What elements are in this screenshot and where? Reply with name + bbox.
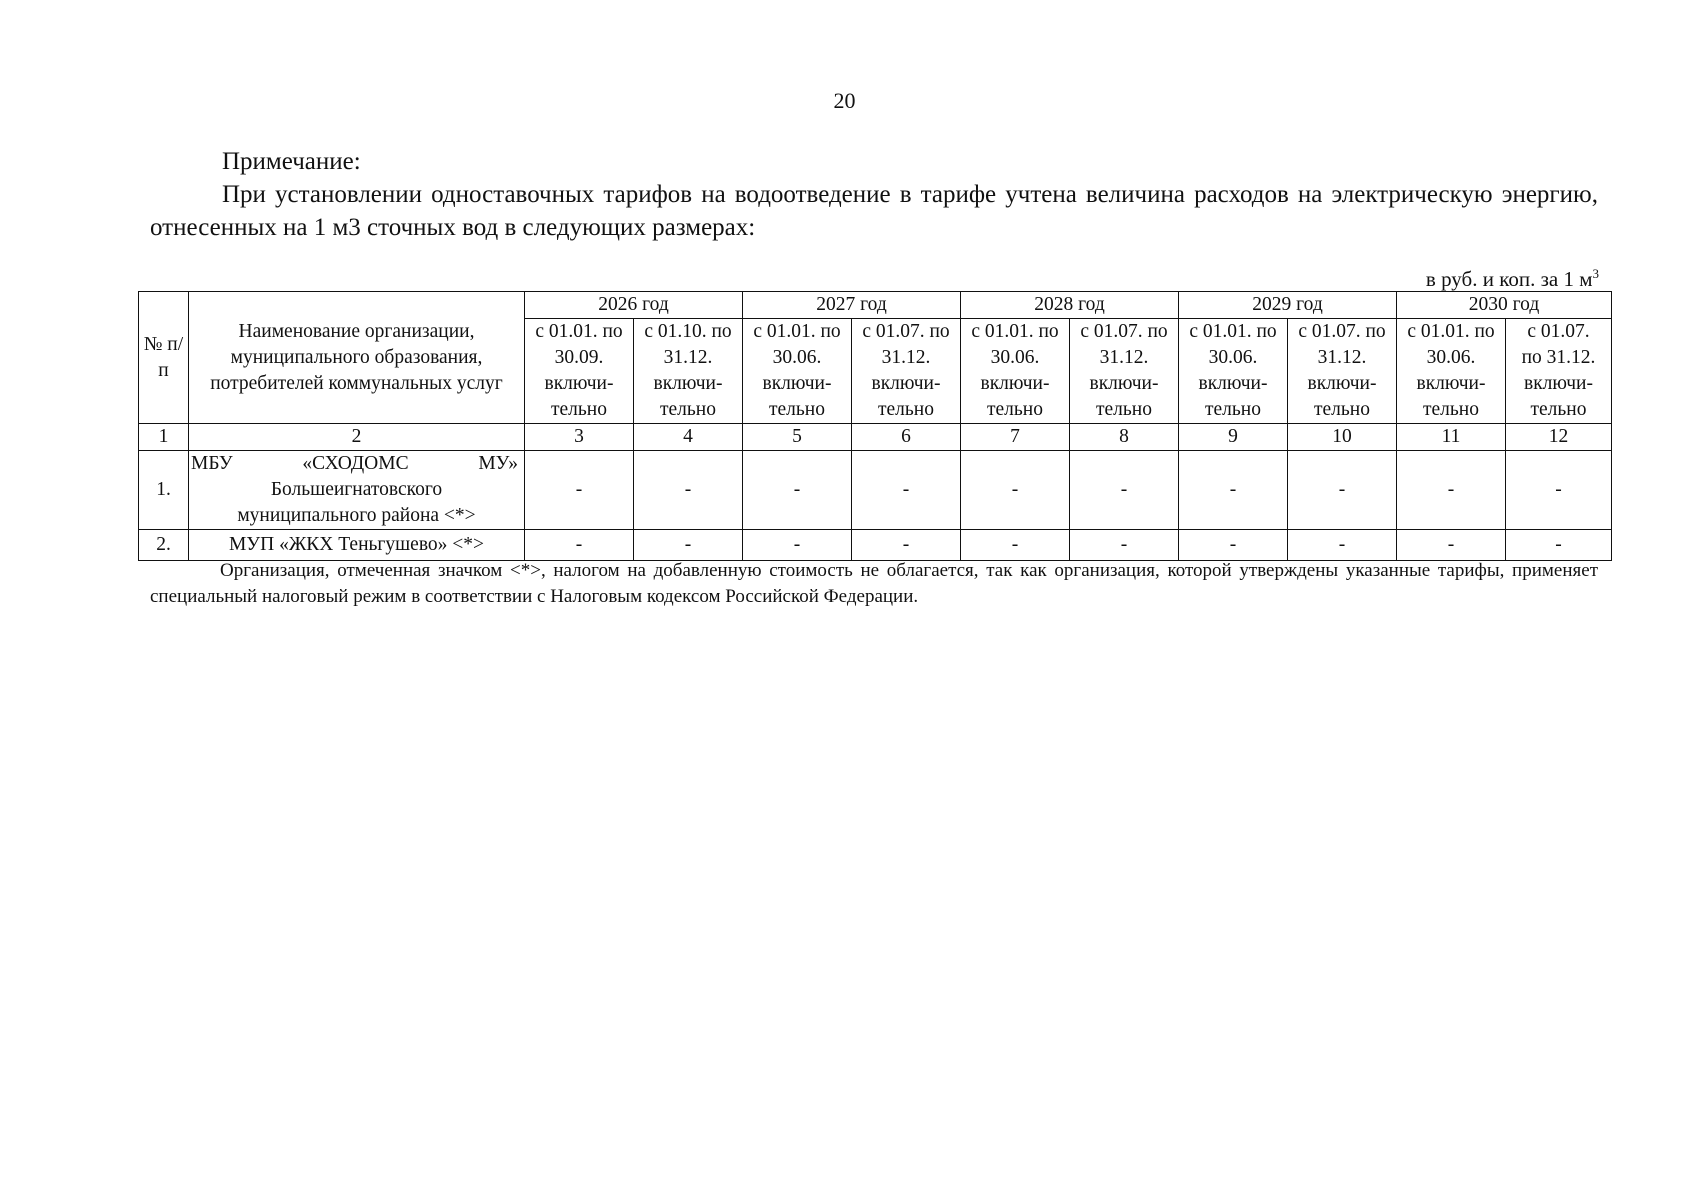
tariff-table — [138, 291, 1612, 561]
column-number: 11 — [1397, 424, 1506, 451]
column-number: 1 — [139, 424, 189, 451]
tariff-value: - — [1288, 530, 1397, 561]
tariff-value: - — [1397, 530, 1506, 561]
tariff-value: - — [852, 451, 961, 530]
note-title: Примечание: — [222, 148, 361, 175]
header-period: с 01.07. по 31.12. включи- тельно — [852, 319, 961, 424]
tariff-value: - — [1070, 451, 1179, 530]
tariff-value: - — [852, 530, 961, 561]
header-year-2027: 2027 год — [743, 292, 961, 319]
column-number: 10 — [1288, 424, 1397, 451]
tariff-value: - — [525, 451, 634, 530]
header-period: с 01.10. по 31.12. включи- тельно — [634, 319, 743, 424]
header-year-2029: 2029 год — [1179, 292, 1397, 319]
note-text: При установлении одноставочных тарифов на водоотведение в тарифе учтена величина расходов на электрическую энергию, отнесенных на 1 м3 сточных вод в следующих размерах: — [150, 181, 1598, 241]
table-row — [139, 530, 1612, 561]
tariff-value: - — [634, 451, 743, 530]
units-superscript: 3 — [1592, 266, 1599, 281]
footnote: Организация, отмеченная значком <*>, налогом на добавленную стоимость не облагается, так как организация, которой утверждены указанные тарифы, применяет специальный налоговый режим в соответствии с Налоговым кодексом Российской Федерации. — [150, 560, 1598, 607]
tariff-value: - — [1070, 530, 1179, 561]
header-period: с 01.07. по 31.12. включи- тельно — [1070, 319, 1179, 424]
units-text: в руб. и коп. за 1 м — [1425, 267, 1593, 291]
header-name: Наименование организации, муниципального образования, потребителей коммунальных услуг — [189, 292, 525, 424]
tariff-value: - — [743, 530, 852, 561]
tariff-value: - — [1506, 451, 1612, 530]
header-num: № п/п — [139, 292, 189, 424]
column-number: 8 — [1070, 424, 1179, 451]
column-number: 6 — [852, 424, 961, 451]
header-period: с 01.07. по 31.12. включи- тельно — [1506, 319, 1612, 424]
header-period: с 01.01. по 30.06. включи- тельно — [961, 319, 1070, 424]
tariff-value: - — [961, 530, 1070, 561]
row-number: 1. — [139, 451, 189, 530]
column-number: 4 — [634, 424, 743, 451]
column-number: 2 — [189, 424, 525, 451]
tariff-value: - — [1179, 451, 1288, 530]
column-number: 9 — [1179, 424, 1288, 451]
org-name: МУП «ЖКХ Теньгушево» <*> — [189, 530, 525, 561]
org-name: МБУ «СХОДОМС МУ» Большеигнатовского муниципального района <*> — [189, 451, 525, 530]
column-number: 7 — [961, 424, 1070, 451]
units-label — [1426, 266, 1599, 292]
header-year-2026: 2026 год — [525, 292, 743, 319]
column-number: 3 — [525, 424, 634, 451]
tariff-value: - — [634, 530, 743, 561]
header-period: с 01.01. по 30.06. включи- тельно — [743, 319, 852, 424]
tariff-value: - — [1288, 451, 1397, 530]
tariff-value: - — [961, 451, 1070, 530]
column-number: 5 — [743, 424, 852, 451]
tariff-value: - — [525, 530, 634, 561]
tariff-value: - — [1506, 530, 1612, 561]
row-number: 2. — [139, 530, 189, 561]
tariff-value: - — [743, 451, 852, 530]
column-number: 12 — [1506, 424, 1612, 451]
header-year-2030: 2030 год — [1397, 292, 1612, 319]
tariff-value: - — [1397, 451, 1506, 530]
tariff-value: - — [1179, 530, 1288, 561]
header-period: с 01.01. по 30.06. включи- тельно — [1179, 319, 1288, 424]
header-period: с 01.01. по 30.06. включи- тельно — [1397, 319, 1506, 424]
header-period: с 01.07. по 31.12. включи- тельно — [1288, 319, 1397, 424]
table-row — [139, 451, 1612, 530]
header-period: с 01.01. по 30.09. включи- тельно — [525, 319, 634, 424]
header-year-2028: 2028 год — [961, 292, 1179, 319]
page-number: 20 — [833, 88, 856, 113]
